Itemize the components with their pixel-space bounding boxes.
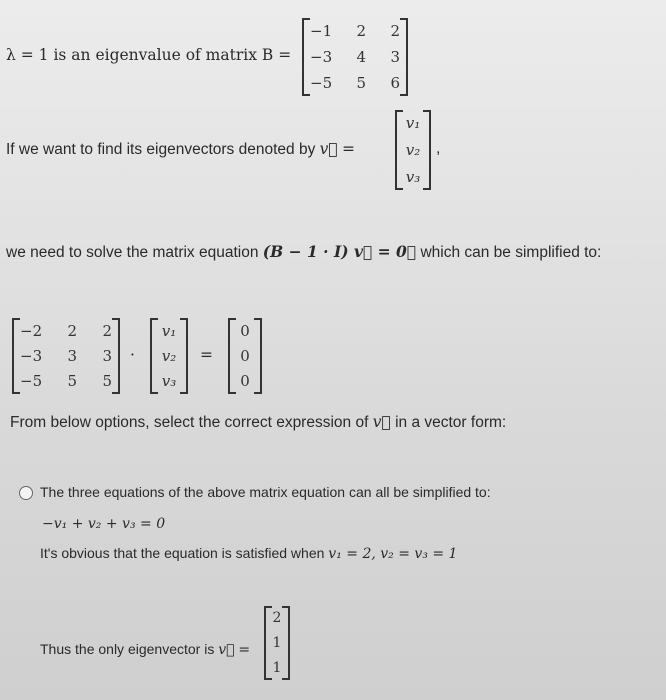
- option-1-intro[interactable]: The three equations of the above matrix equation can all be simplified to:: [40, 484, 491, 500]
- matrix-cell: 4: [356, 48, 367, 66]
- equals-sign: =: [342, 140, 356, 158]
- matrix-cell: −2: [20, 321, 43, 340]
- matrix-b: [302, 18, 408, 96]
- matrix-b-row: [310, 48, 400, 66]
- eigenvalue-statement: [6, 46, 291, 65]
- matrix-cell: −5: [310, 74, 333, 92]
- matrix-cell: −3: [20, 346, 43, 365]
- vector-v-equation: [150, 318, 188, 394]
- vector-v: [395, 110, 431, 190]
- comma: ,: [436, 140, 441, 157]
- eigenvector-result: [264, 606, 290, 680]
- matrix-cell: 3: [67, 346, 78, 365]
- vector-entry: v₁: [161, 321, 177, 340]
- matrix-cell: 3: [390, 48, 400, 66]
- obvious-prefix: It's obvious that the equation is satisfied when: [40, 545, 325, 561]
- solve-expression: (B − 1 · I) v⃗ = 0⃗: [262, 242, 417, 261]
- matrix-cell: 2: [356, 22, 367, 40]
- matrix-b-row: [310, 22, 400, 40]
- vector-entry: 0: [240, 346, 250, 365]
- solve-text-2: which can be simplified to:: [420, 244, 602, 261]
- matrix-cell: −3: [310, 48, 333, 66]
- matrix-cell: 5: [102, 372, 112, 391]
- matrix-cell: 5: [356, 74, 367, 92]
- vector-entry: 1: [272, 659, 282, 676]
- matrix-cell: −5: [20, 372, 43, 391]
- obvious-values: v₁ = 2, v₂ = v₃ = 1: [328, 546, 458, 562]
- matrix-b-row: [310, 74, 400, 92]
- select-prompt: [10, 413, 506, 432]
- matrix-reduced: [12, 318, 120, 394]
- matrix-cell: 2: [67, 321, 78, 340]
- option-1-obvious: [40, 545, 457, 562]
- vector-entry: 0: [240, 372, 250, 391]
- option-1-radio[interactable]: [19, 486, 33, 500]
- equals-sign: =: [238, 642, 251, 658]
- matrix-reduced-row: [20, 322, 112, 340]
- vector-entry: v₂: [161, 346, 177, 365]
- select-suffix: in a vector form:: [395, 414, 507, 431]
- vector-entry: v₃: [161, 372, 177, 391]
- option-1-thus: [40, 641, 250, 658]
- solve-text-1: we need to solve the matrix equation: [6, 244, 259, 261]
- dot-operator: ·: [130, 346, 135, 364]
- vector-entry: v₁: [405, 114, 421, 133]
- matrix-cell: 6: [390, 74, 400, 92]
- vec-symbol: v⃗: [372, 413, 391, 431]
- vector-entry: 0: [240, 321, 250, 340]
- option-1-equation: −v₁ + v₂ + v₃ = 0: [42, 516, 166, 532]
- vector-entry: 1: [272, 634, 282, 651]
- vec-symbol: v⃗: [319, 140, 338, 158]
- matrix-reduced-row: [20, 372, 112, 390]
- matrix-cell: 5: [67, 372, 78, 391]
- vector-entry: 2: [272, 610, 282, 627]
- matrix-cell: −1: [310, 22, 333, 40]
- matrix-cell: 2: [390, 22, 400, 40]
- vector-entry: v₃: [405, 167, 421, 186]
- eigen-intro-text: λ = 1 is an eigenvalue of matrix B =: [6, 46, 292, 64]
- matrix-cell: 3: [102, 346, 112, 365]
- find-text: If we want to find its eigenvectors denoted by: [6, 141, 316, 158]
- matrix-cell: 2: [102, 321, 112, 340]
- select-prefix: From below options, select the correct expression of: [10, 414, 369, 431]
- solve-statement: [6, 242, 601, 262]
- equals-sign: =: [200, 346, 213, 364]
- eigenvector-definition: [6, 140, 355, 159]
- thus-text: Thus the only eigenvector is: [40, 641, 215, 657]
- vector-entry: v₂: [405, 140, 421, 159]
- matrix-reduced-row: [20, 347, 112, 365]
- zero-vector: [228, 318, 262, 394]
- vec-symbol: v⃗: [218, 642, 235, 658]
